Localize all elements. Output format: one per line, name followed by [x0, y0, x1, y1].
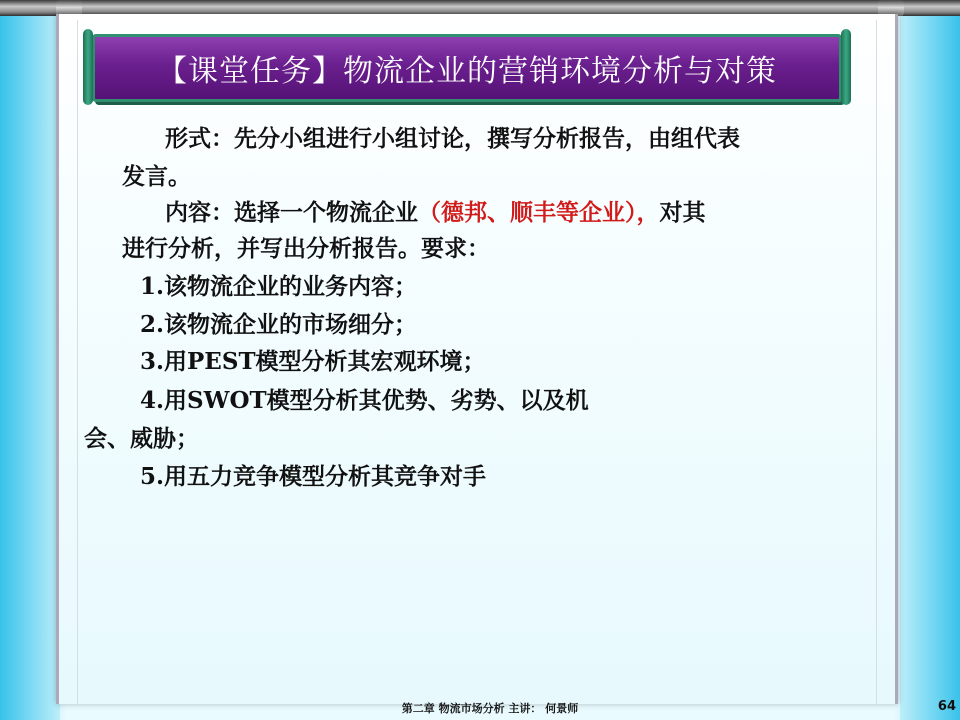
form-line-1: 形式：先分小组进行小组讨论，撰写分析报告，由组代表	[165, 125, 740, 152]
slide-title: 【课堂任务】物流企业的营销环境分析与对策	[157, 54, 777, 89]
slide-footer: 第二章 物流市场分析 主讲： 何景师	[401, 702, 579, 715]
page-number: 64	[937, 699, 956, 714]
requirement-item: 3.用PEST模型分析其宏观环境；	[140, 348, 486, 375]
requirement-item: 5.用五力竞争模型分析其竞争对手	[140, 463, 487, 490]
content-line-2: 进行分析，并写出分析报告。要求：	[122, 235, 490, 262]
form-line-2: 发言。	[122, 163, 191, 190]
content-line-1	[165, 198, 706, 228]
content-suffix: 对其	[659, 199, 706, 226]
requirement-item: 2.该物流企业的市场细分；	[140, 311, 418, 338]
content-highlight: （德邦、顺丰等企业），	[418, 199, 660, 226]
requirement-item: 1.该物流企业的业务内容；	[140, 273, 418, 300]
requirement-item-continued: 会、威胁；	[84, 425, 199, 452]
content-prefix: 内容：选择一个物流企业	[165, 199, 418, 226]
requirement-item: 4.用SWOT模型分析其优势、劣势、以及机	[140, 387, 589, 414]
